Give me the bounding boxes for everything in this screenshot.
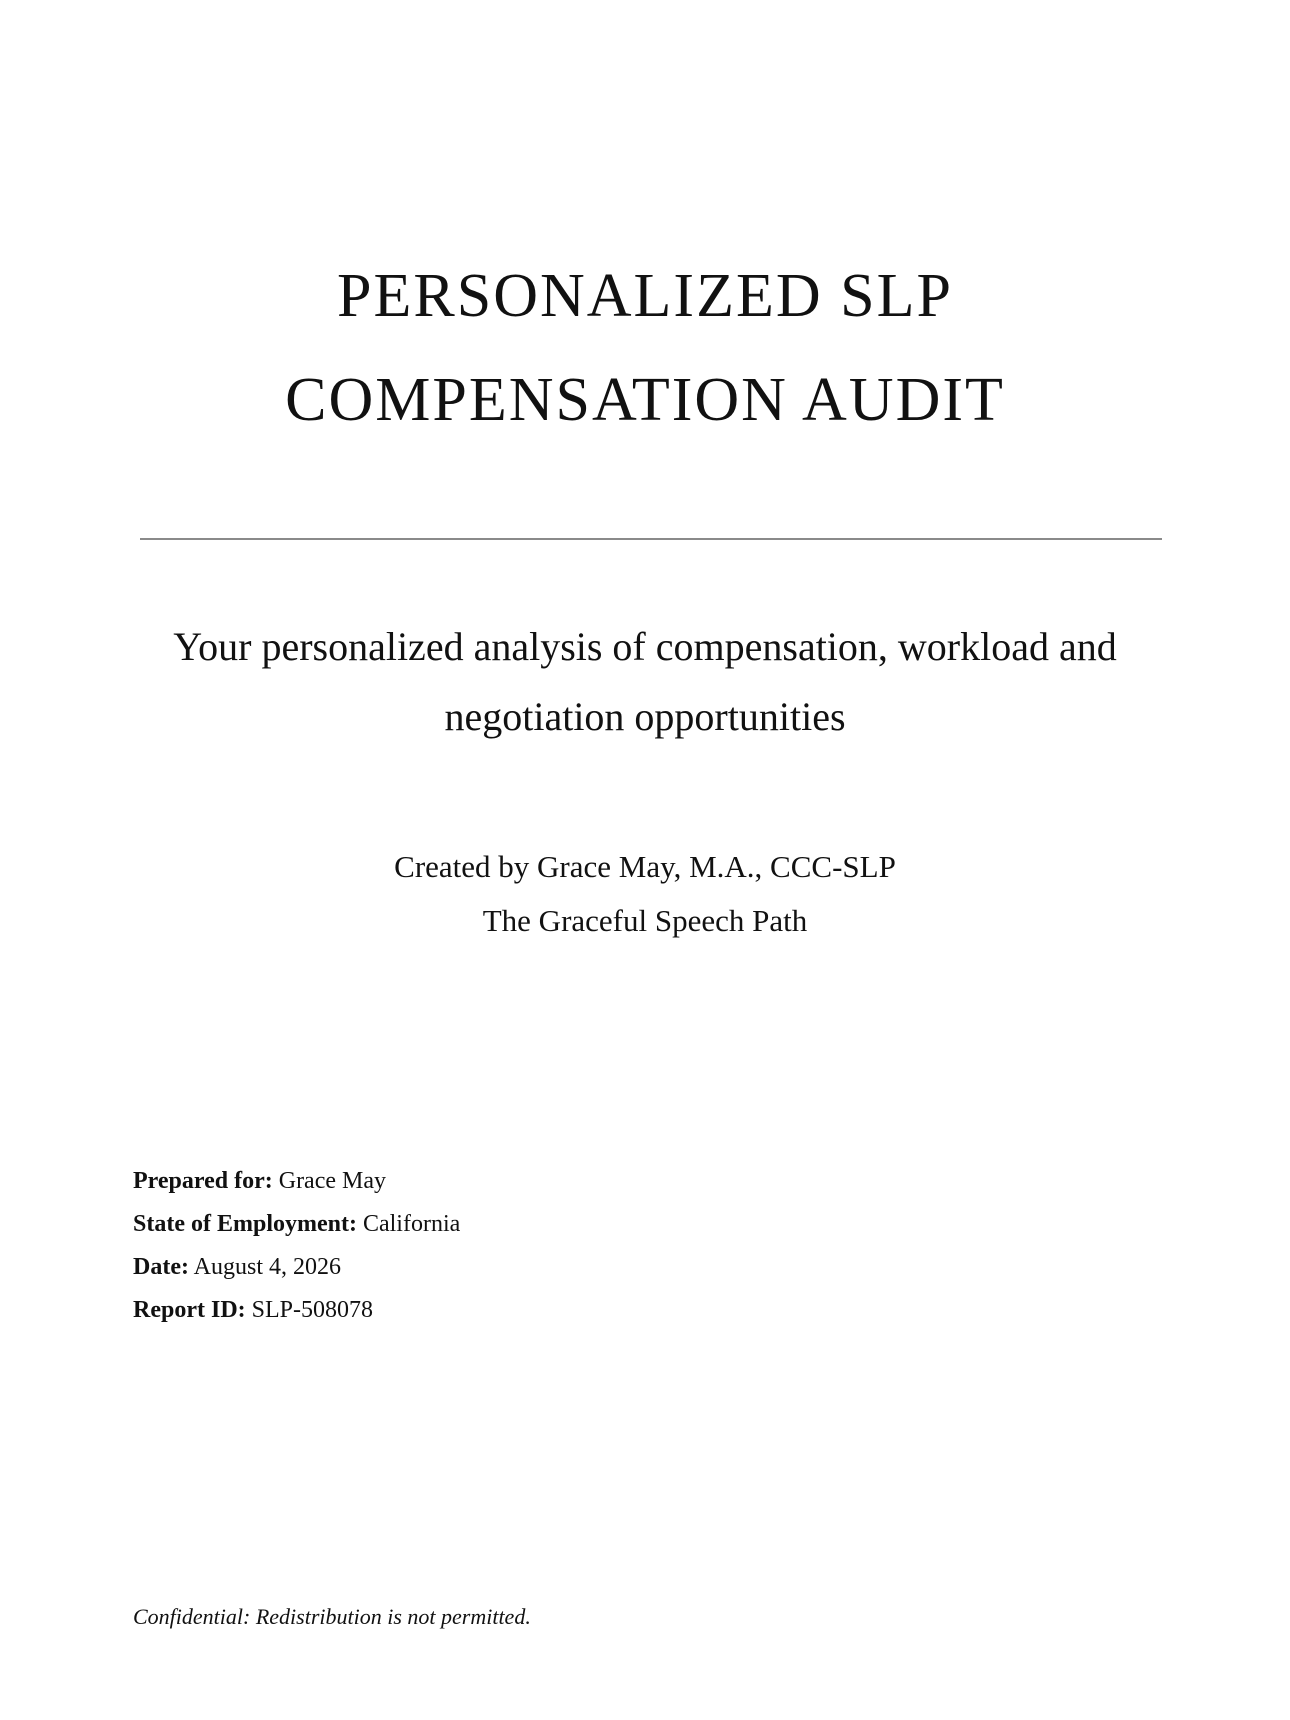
subtitle — [0, 612, 1290, 752]
state-value: California — [362, 1211, 461, 1237]
report-id-row — [133, 1289, 460, 1332]
date-label: Date: — [133, 1254, 189, 1280]
report-id-value: SLP-508078 — [251, 1297, 373, 1323]
state-label: State of Employment: — [133, 1211, 357, 1237]
prepared-for-label: Prepared for: — [133, 1168, 273, 1194]
date-value: August 4, 2026 — [193, 1254, 341, 1280]
title-line-2: COMPENSATION AUDIT — [285, 366, 1005, 434]
organization-line: The Graceful Speech Path — [482, 903, 808, 938]
author-line: Created by Grace May, M.A., CCC-SLP — [394, 849, 896, 884]
page-title — [0, 244, 1290, 452]
subtitle-line-2: negotiation opportunities — [444, 694, 846, 739]
report-metadata — [133, 1160, 460, 1332]
subtitle-line-1: Your personalized analysis of compensation, workload and — [173, 624, 1117, 669]
date-row — [133, 1246, 460, 1289]
state-row — [133, 1203, 460, 1246]
title-line-1: PERSONALIZED SLP — [337, 262, 953, 330]
author-credit — [0, 840, 1290, 948]
report-id-label: Report ID: — [133, 1297, 246, 1323]
prepared-for-value: Grace May — [278, 1168, 387, 1194]
title-divider — [140, 538, 1162, 540]
prepared-for-row — [133, 1160, 460, 1203]
confidentiality-notice: Confidential: Redistribution is not permitted. — [133, 1604, 531, 1629]
